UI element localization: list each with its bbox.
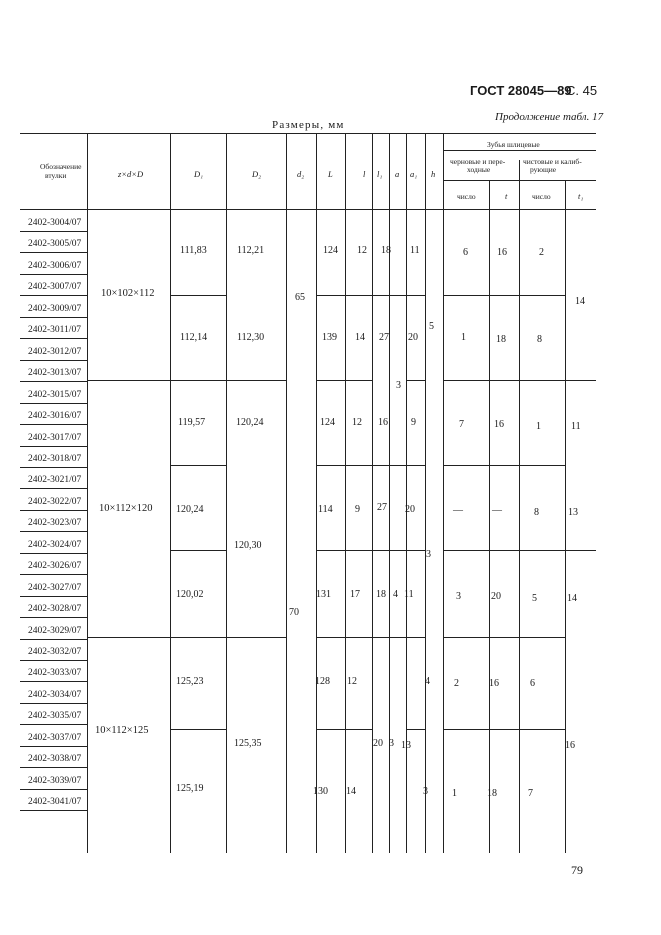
h-value: 5 — [429, 321, 434, 332]
rough-t: — — [492, 505, 502, 516]
h-value: 3 — [426, 549, 431, 560]
l1-value: 20 — [373, 738, 383, 749]
designation-code: 2402-3033/07 — [28, 668, 82, 679]
table-continuation: Продолжение табл. 17 — [495, 111, 604, 123]
designation-code: 2402-3034/07 — [28, 689, 82, 700]
col-rough-l2: ходные — [467, 165, 491, 174]
d2-small-value: 70 — [289, 607, 299, 618]
col-finish-l1: чистовые и калиб- — [523, 157, 582, 166]
l-value: 17 — [350, 589, 360, 600]
finish-t1: 16 — [565, 740, 575, 751]
designation-underline — [20, 252, 87, 253]
designation-code: 2402-3007/07 — [28, 282, 82, 293]
d1-value: 125,19 — [176, 783, 204, 794]
a-value: 3 — [389, 738, 394, 749]
rough-t: 20 — [491, 591, 501, 602]
rough-t: 16 — [489, 678, 499, 689]
designation-code: 2402-3009/07 — [28, 303, 82, 314]
a-value: 3 — [396, 380, 401, 391]
a1-value: 11 — [404, 589, 414, 600]
rough-t: 18 — [487, 788, 497, 799]
designation-code: 2402-3028/07 — [28, 604, 82, 615]
d1-value: 120,24 — [176, 504, 204, 515]
designation-underline — [20, 767, 87, 768]
designation-code: 2402-3013/07 — [28, 368, 82, 379]
col-L: L — [328, 169, 333, 179]
col-count: число — [457, 192, 476, 201]
l1-value: 27 — [379, 332, 389, 343]
size-group-1: 10×102×112 — [101, 288, 155, 299]
col-a1: a₁ — [410, 169, 418, 179]
col-designation-l1: Обозначение — [40, 162, 82, 171]
l1-value: 18 — [381, 245, 391, 256]
designation-code: 2402-3021/07 — [28, 475, 82, 486]
a-value: 4 — [393, 589, 398, 600]
col-rough-l1: черновые и пере- — [450, 157, 506, 166]
designation-underline — [20, 317, 87, 318]
rough-count: — — [453, 505, 463, 516]
col-h: h — [431, 169, 436, 179]
l-length-value: 124 — [323, 245, 338, 256]
finish-count: 1 — [536, 421, 541, 432]
h-value: 3 — [423, 786, 428, 797]
designation-code: 2402-3012/07 — [28, 346, 82, 357]
finish-count: 7 — [528, 788, 533, 799]
col-designation-l2: втулки — [45, 171, 67, 180]
designation-code: 2402-3041/07 — [28, 797, 82, 808]
l1-value: 18 — [376, 589, 386, 600]
h-value: 4 — [425, 676, 430, 687]
size-group-2: 10×112×120 — [99, 503, 153, 514]
designation-underline — [20, 424, 87, 425]
designation-underline — [20, 467, 87, 468]
standard-title: ГОСТ 28045—89 — [470, 83, 572, 98]
designation-underline — [20, 231, 87, 232]
l-value: 12 — [352, 417, 362, 428]
l-length-value: 114 — [318, 504, 333, 515]
l-value: 9 — [355, 504, 360, 515]
l-value: 14 — [346, 786, 356, 797]
col-zdD: z×d×D — [118, 169, 144, 179]
designation-underline — [20, 660, 87, 661]
a1-value: 20 — [405, 504, 415, 515]
col-count2: число — [532, 192, 551, 201]
designation-underline — [20, 746, 87, 747]
rough-count: 3 — [456, 591, 461, 602]
col-t: t — [505, 191, 508, 201]
designation-underline — [20, 338, 87, 339]
designation-code: 2402-3029/07 — [28, 625, 82, 636]
d1-value: 112,14 — [180, 332, 208, 343]
designation-underline — [20, 274, 87, 275]
designation-code: 2402-3032/07 — [28, 647, 82, 657]
rough-t: 16 — [497, 247, 507, 258]
l-length-value: 131 — [316, 589, 331, 600]
designation-underline — [20, 574, 87, 575]
designation-code: 2402-3005/07 — [28, 239, 82, 250]
rough-count: 6 — [463, 247, 468, 258]
designation-underline — [20, 531, 87, 532]
size-group-3: 10×112×125 — [95, 725, 149, 736]
col-D2: D₂ — [252, 169, 262, 179]
col-a: a — [395, 169, 400, 179]
l-value: 12 — [347, 676, 357, 687]
rough-count: 1 — [452, 788, 457, 799]
designation-code: 2402-3018/07 — [28, 453, 82, 464]
rough-count: 2 — [454, 678, 459, 689]
finish-count: 2 — [539, 247, 544, 258]
col-finish-l2: рующие — [530, 165, 557, 174]
designation-underline — [20, 553, 87, 554]
l-length-value: 130 — [313, 786, 328, 797]
designation-code: 2402-3017/07 — [28, 432, 82, 443]
designation-code: 2402-3016/07 — [28, 411, 82, 422]
d1-value: 111,83 — [180, 245, 207, 256]
a1-value: 11 — [410, 245, 420, 256]
a1-value: 13 — [401, 740, 411, 751]
finish-count: 8 — [537, 334, 542, 345]
col-t1: t₁ — [578, 191, 584, 201]
designation-underline — [20, 488, 87, 489]
designation-underline — [20, 724, 87, 725]
designation-underline — [20, 381, 87, 382]
page-number: 79 — [571, 863, 583, 877]
designation-code: 2402-3024/07 — [28, 539, 82, 550]
col-l: l — [363, 169, 366, 179]
l-length-value: 139 — [322, 332, 337, 343]
designation-underline — [20, 446, 87, 447]
finish-t1: 13 — [568, 507, 578, 518]
d2-big-value: 120,30 — [234, 540, 262, 551]
col-d2: d₂ — [297, 169, 305, 179]
rough-count: 1 — [461, 332, 466, 343]
col-teeth: Зубья шлицевые — [487, 140, 540, 149]
designation-code: 2402-3006/07 — [28, 260, 82, 271]
designation-underline — [20, 789, 87, 790]
designation-underline — [20, 681, 87, 682]
d1-value: 119,57 — [178, 417, 206, 428]
d1-value: 125,23 — [176, 676, 204, 687]
page-label: С. 45 — [566, 83, 598, 98]
col-D1: D₁ — [194, 169, 204, 179]
finish-count: 8 — [534, 507, 539, 518]
finish-count: 5 — [532, 593, 537, 604]
d2-big-value: 125,35 — [234, 738, 262, 749]
designation-underline — [20, 360, 87, 361]
finish-t1: 11 — [571, 421, 581, 432]
designation-code: 2402-3011/07 — [28, 325, 81, 336]
l-length-value: 124 — [320, 417, 335, 428]
designation-underline — [20, 403, 87, 404]
designation-code: 2402-3026/07 — [28, 561, 82, 572]
d1-value: 120,02 — [176, 589, 204, 600]
designation-code: 2402-3023/07 — [28, 518, 82, 529]
col-l1: l₁ — [377, 169, 383, 179]
a1-value: 20 — [408, 332, 418, 343]
rough-count: 7 — [459, 419, 464, 430]
d2-big-value: 112,30 — [237, 332, 265, 343]
designation-underline — [20, 295, 87, 296]
designation-code: 2402-3015/07 — [28, 389, 82, 400]
l1-value: 16 — [378, 417, 388, 428]
designation-code: 2402-3022/07 — [28, 496, 82, 507]
rough-t: 16 — [494, 419, 504, 430]
designation-code: 2402-3039/07 — [28, 775, 82, 786]
finish-count: 6 — [530, 678, 535, 689]
d2-big-value: 120,24 — [236, 417, 264, 428]
dimensions-caption: Размеры, мм — [272, 119, 345, 131]
designation-underline — [20, 596, 87, 597]
designation-code: 2402-3037/07 — [28, 732, 82, 743]
l-value: 14 — [355, 332, 365, 343]
finish-t1: 14 — [575, 296, 585, 307]
designation-code: 2402-3038/07 — [28, 754, 82, 765]
d2-big-value: 112,21 — [237, 245, 265, 256]
l1-value: 27 — [377, 502, 387, 513]
l-length-value: 128 — [315, 676, 330, 687]
rough-t: 18 — [496, 334, 506, 345]
designation-code: 2402-3004/07 — [28, 218, 82, 228]
finish-t1: 14 — [567, 593, 577, 604]
designation-underline — [20, 639, 87, 640]
designation-underline — [20, 510, 87, 511]
a1-value: 9 — [411, 417, 416, 428]
d2-small-value: 65 — [295, 292, 305, 303]
designation-code: 2402-3035/07 — [28, 711, 82, 722]
designation-underline — [20, 703, 87, 704]
designation-underline — [20, 810, 87, 811]
designation-code: 2402-3027/07 — [28, 582, 82, 593]
designation-underline — [20, 617, 87, 618]
l-value: 12 — [357, 245, 367, 256]
